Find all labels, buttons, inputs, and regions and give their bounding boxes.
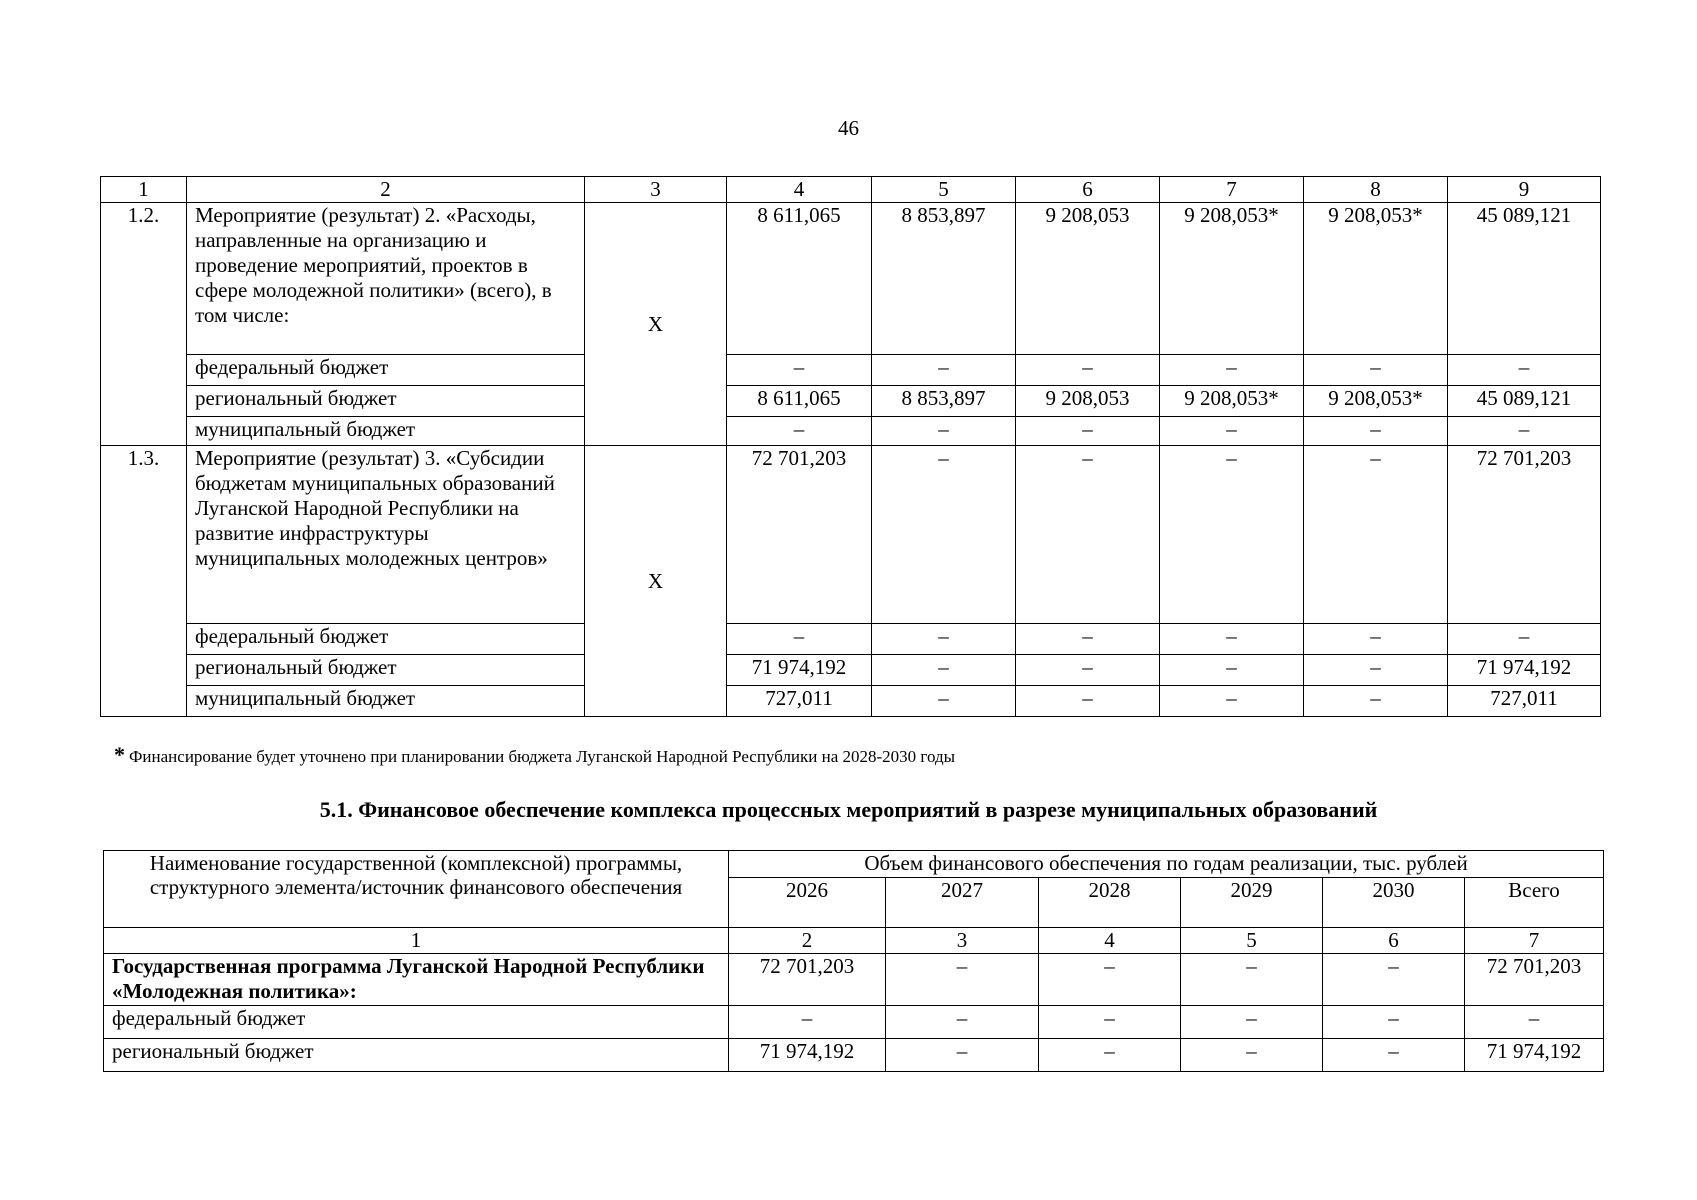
value-cell: – bbox=[1323, 954, 1465, 1006]
row-number: 1.3. bbox=[101, 446, 187, 717]
value-cell: – bbox=[1016, 686, 1160, 717]
column-number-row bbox=[101, 177, 1601, 203]
table-row bbox=[104, 1006, 1604, 1039]
col-number: 7 bbox=[1465, 928, 1604, 954]
activity-name: Мероприятие (результат) 3. «Субсидии бюджетам муниципальных образований Луганской Народной Республики на развитие инфраструктуры муниципальных молодежных центров» bbox=[187, 446, 585, 624]
value-cell: – bbox=[729, 1006, 886, 1039]
section-title: 5.1. Финансовое обеспечение комплекса процессных мероприятий в разрезе муниципальных образований bbox=[319, 797, 1378, 822]
value-cell: – bbox=[1304, 417, 1448, 446]
financing-table bbox=[103, 850, 1604, 1072]
source-label: региональный бюджет bbox=[104, 1039, 729, 1072]
value-cell: 9 208,053* bbox=[1160, 386, 1304, 417]
value-cell: 71 974,192 bbox=[1465, 1039, 1604, 1072]
value-cell: – bbox=[1016, 446, 1160, 624]
value-cell: – bbox=[886, 1039, 1039, 1072]
value-cell: – bbox=[1323, 1006, 1465, 1039]
value-cell: 71 974,192 bbox=[729, 1039, 886, 1072]
year-header: 2029 bbox=[1181, 878, 1323, 928]
value-cell: 9 208,053 bbox=[1016, 203, 1160, 355]
col-number: 5 bbox=[872, 177, 1016, 203]
value-cell: 727,011 bbox=[727, 686, 872, 717]
value-cell: 8 853,897 bbox=[872, 203, 1016, 355]
value-cell: – bbox=[1448, 355, 1601, 386]
page-number: 46 bbox=[838, 116, 859, 140]
row-number: 1.2. bbox=[101, 203, 187, 446]
value-cell: – bbox=[1323, 1039, 1465, 1072]
source-label: федеральный бюджет bbox=[104, 1006, 729, 1039]
column-number-row bbox=[104, 928, 1604, 954]
table-row bbox=[101, 417, 1601, 446]
x-mark: Х bbox=[585, 446, 727, 717]
value-cell: – bbox=[1304, 624, 1448, 655]
value-cell: – bbox=[1160, 417, 1304, 446]
value-cell: – bbox=[1181, 1039, 1323, 1072]
col-number: 7 bbox=[1160, 177, 1304, 203]
value-cell: – bbox=[1160, 655, 1304, 686]
source-label: региональный бюджет bbox=[187, 655, 585, 686]
value-cell: – bbox=[1016, 355, 1160, 386]
program-name: Государственная программа Луганской Народной Республики «Молодежная политика»: bbox=[104, 954, 729, 1006]
value-cell: – bbox=[727, 355, 872, 386]
col-number: 1 bbox=[101, 177, 187, 203]
value-cell: – bbox=[872, 624, 1016, 655]
value-cell: – bbox=[1304, 355, 1448, 386]
year-header: 2026 bbox=[729, 878, 886, 928]
table-row bbox=[101, 386, 1601, 417]
value-cell: 45 089,121 bbox=[1448, 203, 1601, 355]
col-number: 9 bbox=[1448, 177, 1601, 203]
source-label: муниципальный бюджет bbox=[187, 686, 585, 717]
value-cell: – bbox=[1181, 954, 1323, 1006]
source-label: федеральный бюджет bbox=[187, 624, 585, 655]
footnote bbox=[114, 742, 955, 768]
value-cell: 9 208,053 bbox=[1016, 386, 1160, 417]
table-row bbox=[101, 203, 1601, 355]
value-cell: – bbox=[1304, 686, 1448, 717]
value-cell: 727,011 bbox=[1448, 686, 1601, 717]
value-cell: – bbox=[1039, 954, 1181, 1006]
value-cell: 8 611,065 bbox=[727, 203, 872, 355]
value-cell: – bbox=[727, 624, 872, 655]
value-cell: 71 974,192 bbox=[1448, 655, 1601, 686]
value-cell: – bbox=[1181, 1006, 1323, 1039]
value-cell: 72 701,203 bbox=[1465, 954, 1604, 1006]
activity-name: Мероприятие (результат) 2. «Расходы, направленные на организацию и проведение мероприятий, проектов в сфере молодежной политики» (всего), в том числе: bbox=[187, 203, 585, 355]
value-cell: 9 208,053* bbox=[1304, 386, 1448, 417]
value-cell: – bbox=[886, 1006, 1039, 1039]
table-row bbox=[104, 1039, 1604, 1072]
value-cell: 45 089,121 bbox=[1448, 386, 1601, 417]
volume-header: Объем финансового обеспечения по годам реализации, тыс. рублей bbox=[729, 851, 1604, 878]
col-number: 4 bbox=[727, 177, 872, 203]
col-number: 6 bbox=[1016, 177, 1160, 203]
program-column-header: Наименование государственной (комплексной) программы, структурного элемента/источник финансового обеспечения bbox=[104, 851, 729, 928]
col-number: 2 bbox=[187, 177, 585, 203]
col-number: 8 bbox=[1304, 177, 1448, 203]
value-cell: – bbox=[727, 417, 872, 446]
value-cell: – bbox=[872, 686, 1016, 717]
table-row bbox=[101, 686, 1601, 717]
table-row bbox=[101, 624, 1601, 655]
year-header: 2028 bbox=[1039, 878, 1181, 928]
value-cell: 8 853,897 bbox=[872, 386, 1016, 417]
value-cell: – bbox=[872, 655, 1016, 686]
value-cell: – bbox=[886, 954, 1039, 1006]
header-row bbox=[104, 851, 1604, 878]
value-cell: – bbox=[872, 417, 1016, 446]
table-row bbox=[101, 655, 1601, 686]
source-label: региональный бюджет bbox=[187, 386, 585, 417]
year-header: 2027 bbox=[886, 878, 1039, 928]
table-row bbox=[101, 355, 1601, 386]
year-header: 2030 bbox=[1323, 878, 1465, 928]
value-cell: 72 701,203 bbox=[729, 954, 886, 1006]
footnote-star: * bbox=[114, 742, 125, 767]
value-cell: 9 208,053* bbox=[1160, 203, 1304, 355]
value-cell: – bbox=[1016, 624, 1160, 655]
col-number: 5 bbox=[1181, 928, 1323, 954]
value-cell: – bbox=[1016, 655, 1160, 686]
value-cell: 72 701,203 bbox=[727, 446, 872, 624]
value-cell: – bbox=[1016, 417, 1160, 446]
value-cell: – bbox=[1039, 1039, 1181, 1072]
value-cell: 71 974,192 bbox=[727, 655, 872, 686]
value-cell: 8 611,065 bbox=[727, 386, 872, 417]
col-number: 1 bbox=[104, 928, 729, 954]
value-cell: – bbox=[1448, 417, 1601, 446]
value-cell: – bbox=[1160, 355, 1304, 386]
activities-table bbox=[100, 176, 1601, 717]
value-cell: – bbox=[1160, 624, 1304, 655]
value-cell: – bbox=[1160, 686, 1304, 717]
value-cell: 9 208,053* bbox=[1304, 203, 1448, 355]
value-cell: – bbox=[1448, 624, 1601, 655]
x-mark: Х bbox=[585, 203, 727, 446]
value-cell: – bbox=[1160, 446, 1304, 624]
value-cell: – bbox=[1039, 1006, 1181, 1039]
col-number: 3 bbox=[585, 177, 727, 203]
col-number: 2 bbox=[729, 928, 886, 954]
value-cell: – bbox=[1465, 1006, 1604, 1039]
col-number: 4 bbox=[1039, 928, 1181, 954]
source-label: федеральный бюджет bbox=[187, 355, 585, 386]
value-cell: – bbox=[1304, 655, 1448, 686]
col-number: 6 bbox=[1323, 928, 1465, 954]
value-cell: – bbox=[872, 355, 1016, 386]
source-label: муниципальный бюджет bbox=[187, 417, 585, 446]
col-number: 3 bbox=[886, 928, 1039, 954]
table-row bbox=[101, 446, 1601, 624]
footnote-text: Финансирование будет уточнено при планировании бюджета Луганской Народной Республики на 2028-2030 годы bbox=[129, 747, 956, 766]
value-cell: – bbox=[872, 446, 1016, 624]
table-row bbox=[104, 954, 1604, 1006]
year-header: Всего bbox=[1465, 878, 1604, 928]
value-cell: 72 701,203 bbox=[1448, 446, 1601, 624]
value-cell: – bbox=[1304, 446, 1448, 624]
